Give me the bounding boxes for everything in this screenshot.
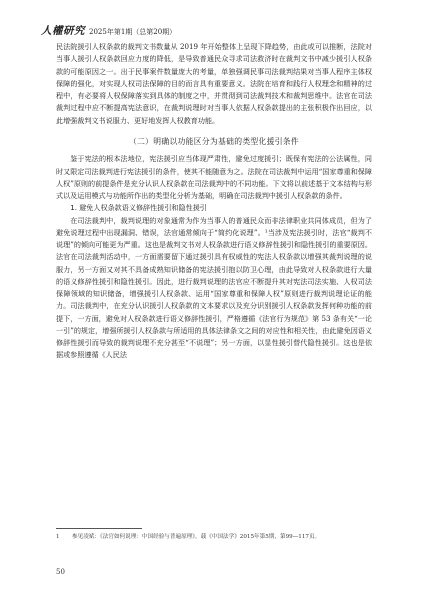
footnote-number: 1	[56, 534, 60, 540]
body-paragraph: 民法院援引人权条款的裁判文书数量从 2019 年开始整体上呈现下降趋势，由此或可以推断，法院对当事人援引人权条款回应力度的降低，是导致普通民众寻求司法救济时在裁判文书中减少援引人权条款的可能原因之一。出于民事案件数量庞大的考量，单独强调民事司法裁判结果对当事人程序主体权保障的强化，对实现人权司法保障的目的而言具有重要意义。法院在培育和践行人权理念和精神的过程中，有必要将人权保障落实到具体的制度之中，并贯彻到司法裁判技术和裁判思维中。法官在司法裁判过程中应不断提高宪法意识，在裁判说理时对当事人依据人权条款提出的主张积极作出回应，以此增强裁判文书说服力、更好地发挥人权教育功能。	[56, 42, 372, 125]
body-paragraph: 在司法裁判中，裁判说理的对象通常为作为当事人的普通民众而非法律职业共同体成员，但为了避免说理过程中出现漏洞、错误，法官通常倾向于“简约化说理”。¹当涉及宪法援引时，法官“裁判不说理”的倾向可能更为严重。这也是裁判文书对人权条款进行语义修辞性援引和隐性援引的重要原因。法官在司法裁判活动中，一方面需要留下通过援引具有权威性的宪法人权条款以增强其裁判说理的说服力，另一方面又对其不具备成熟知识储备的宪法援引抱以防卫心理，由此导致对人权条款进行大量的语义修辞性援引和隐性援引。因此，进行裁判说理的法官应不断提升其对宪法司法实施、人权司法保障领域的知识储备，增强援引人权条款、运用“国家尊重和保障人权”原则进行裁判说理论证的能力。司法裁判中，在充分认识援引人权条款的文本要求以及充分识别援引人权条款发挥何种功能的前提下，一方面，避免对人权条款进行语义修辞性援引，严格遵循《法官行为规范》第 53 条有关“一论一引”的规定，增强所援引人权条款与所适用的具体法律条文之间的对应性和相关性，由此避免因语义修辞性援引而导致的裁判说理不充分甚至“不说理”；另一方面，以显性援引替代隐性援引。这也是依据或参照遵循《人民法	[56, 215, 372, 360]
footnote-divider	[56, 528, 142, 529]
section-heading: （二）明确以功能区分为基础的类型化援引条件	[128, 136, 300, 146]
footnote-text: 参见凌斌：《法官如何说理：中国经验与普遍原理》，载《中国法学》2015年第5期，第99—117页。	[72, 534, 321, 540]
sub-heading: 1. 避免人权条款语义修辞性援引和隐性援引	[70, 203, 207, 213]
body-paragraph: 鉴于宪法的根本法地位，宪法援引应当体现严肃性，避免过度援引；既保有宪法的公法属性，同时又限定司法裁判进行宪法援引的条件，使其不能随意为之。法院在司法裁判中运用“国家尊重和保障人权”原则的前提条件是充分认识人权条款在司法裁判中的不同功能。下文将以前述基于文本结构与形式以及运用模式与功能所作出的类型化分析为基础，明确在司法裁判中援引人权条款的条件。	[56, 154, 372, 201]
journal-name: 人權研究	[41, 25, 85, 37]
running-header	[41, 19, 177, 37]
page-number: 50	[56, 568, 65, 576]
article-body	[56, 41, 372, 362]
issue-info: 2025年第1期（总第20期）	[89, 28, 177, 36]
footnote	[56, 533, 372, 541]
